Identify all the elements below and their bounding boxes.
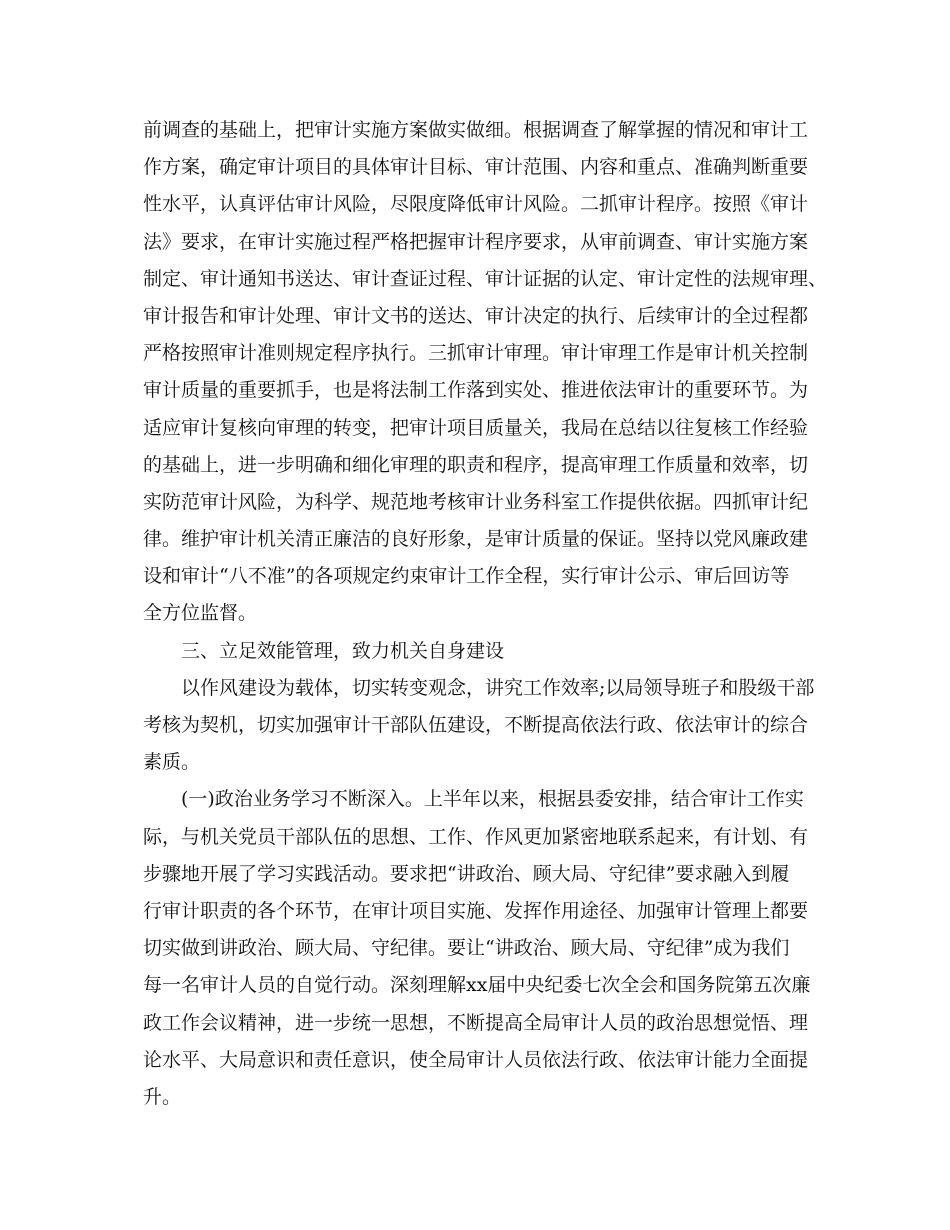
text-line: 升。 — [143, 1085, 182, 1108]
section-heading: 三、立足效能管理，致力机关自身建设 — [181, 639, 505, 662]
text-line: 全方位监督。 — [143, 602, 258, 625]
text-line: 的基础上，进一步明确和细化审理的职责和程序，提高审理工作质量和效率，切 — [143, 453, 809, 476]
text-line: 考核为契机，切实加强审计干部队伍建设，不断提高依法行政、依法审计的综合 — [143, 714, 809, 736]
text-line: 审计报告和审计处理、审计文书的送达、审计决定的执行、后续审计的全过程都 — [143, 304, 809, 327]
text-line: 适应审计复核向审理的转变，把审计项目质量关，我局在总结以往复核工作经验 — [143, 416, 809, 439]
text-line: 作方案，确定审计项目的具体审计目标、审计范围、内容和重点、准确判断重要 — [143, 156, 809, 179]
text-line: 以作风建设为载体，切实转变观念，讲究工作效率;以局领导班子和股级干部 — [181, 676, 815, 699]
text-line: 论水平、大局意识和责任意识，使全局审计人员依法行政、依法审计能力全面提 — [143, 1048, 809, 1071]
text-line: 步骤地开展了学习实践活动。要求把“讲政治、顾大局、守纪律”要求融入到履 — [143, 862, 790, 885]
text-line: 素质。 — [143, 751, 201, 774]
text-line: 切实做到讲政治、顾大局、守纪律。要让“讲政治、顾大局、守纪律”成为我们 — [143, 937, 790, 960]
text-line: 审计质量的重要抓手，也是将法制工作落到实处、推进依法审计的重要环节。为 — [143, 379, 809, 402]
text-line: 法》要求，在审计实施过程严格把握审计程序要求，从审前调查、审计实施方案 — [143, 230, 809, 253]
text-line: 严格按照审计准则规定程序执行。三抓审计审理。审计审理工作是审计机关控制 — [143, 342, 809, 365]
text-line: 实防范审计风险，为科学、规范地考核审计业务科室工作提供依据。四抓审计纪 — [143, 490, 809, 513]
text-line: 前调查的基础上，把审计实施方案做实做细。根据调查了解掌握的情况和审计工 — [143, 119, 809, 141]
text-line: 制定、审计通知书送达、审计查证过程、审计证据的认定、审计定性的法规审理、 — [143, 267, 828, 290]
subsection-lead: (一)政治业务学习不断深入。上半年以来，根据县委安排，结合审计工作实 — [181, 788, 804, 811]
text-line: 律。维护审计机关清正廉洁的良好形象，是审计质量的保证。坚持以党风廉政建 — [143, 528, 809, 551]
text-line: 设和审计“八不准”的各项规定约束审计工作全程，实行审计公示、审后回访等 — [143, 565, 790, 588]
text-line: 性水平，认真评估审计风险，尽限度降低审计风险。二抓审计程序。按照《审计 — [143, 193, 809, 216]
body-text — [143, 112, 828, 1116]
text-line: 行审计职责的各个环节，在审计项目实施、发挥作用途径、加强审计管理上都要 — [143, 899, 809, 922]
text-line: 每一名审计人员的自觉行动。深刻理解xx届中央纪委七次全会和国务院第五次廉 — [143, 974, 811, 997]
text-line: 际，与机关党员干部队伍的思想、工作、作风更加紧密地联系起来，有计划、有 — [143, 825, 809, 848]
text-line: 政工作会议精神，进一步统一思想，不断提高全局审计人员的政治思想觉悟、理 — [143, 1011, 809, 1034]
